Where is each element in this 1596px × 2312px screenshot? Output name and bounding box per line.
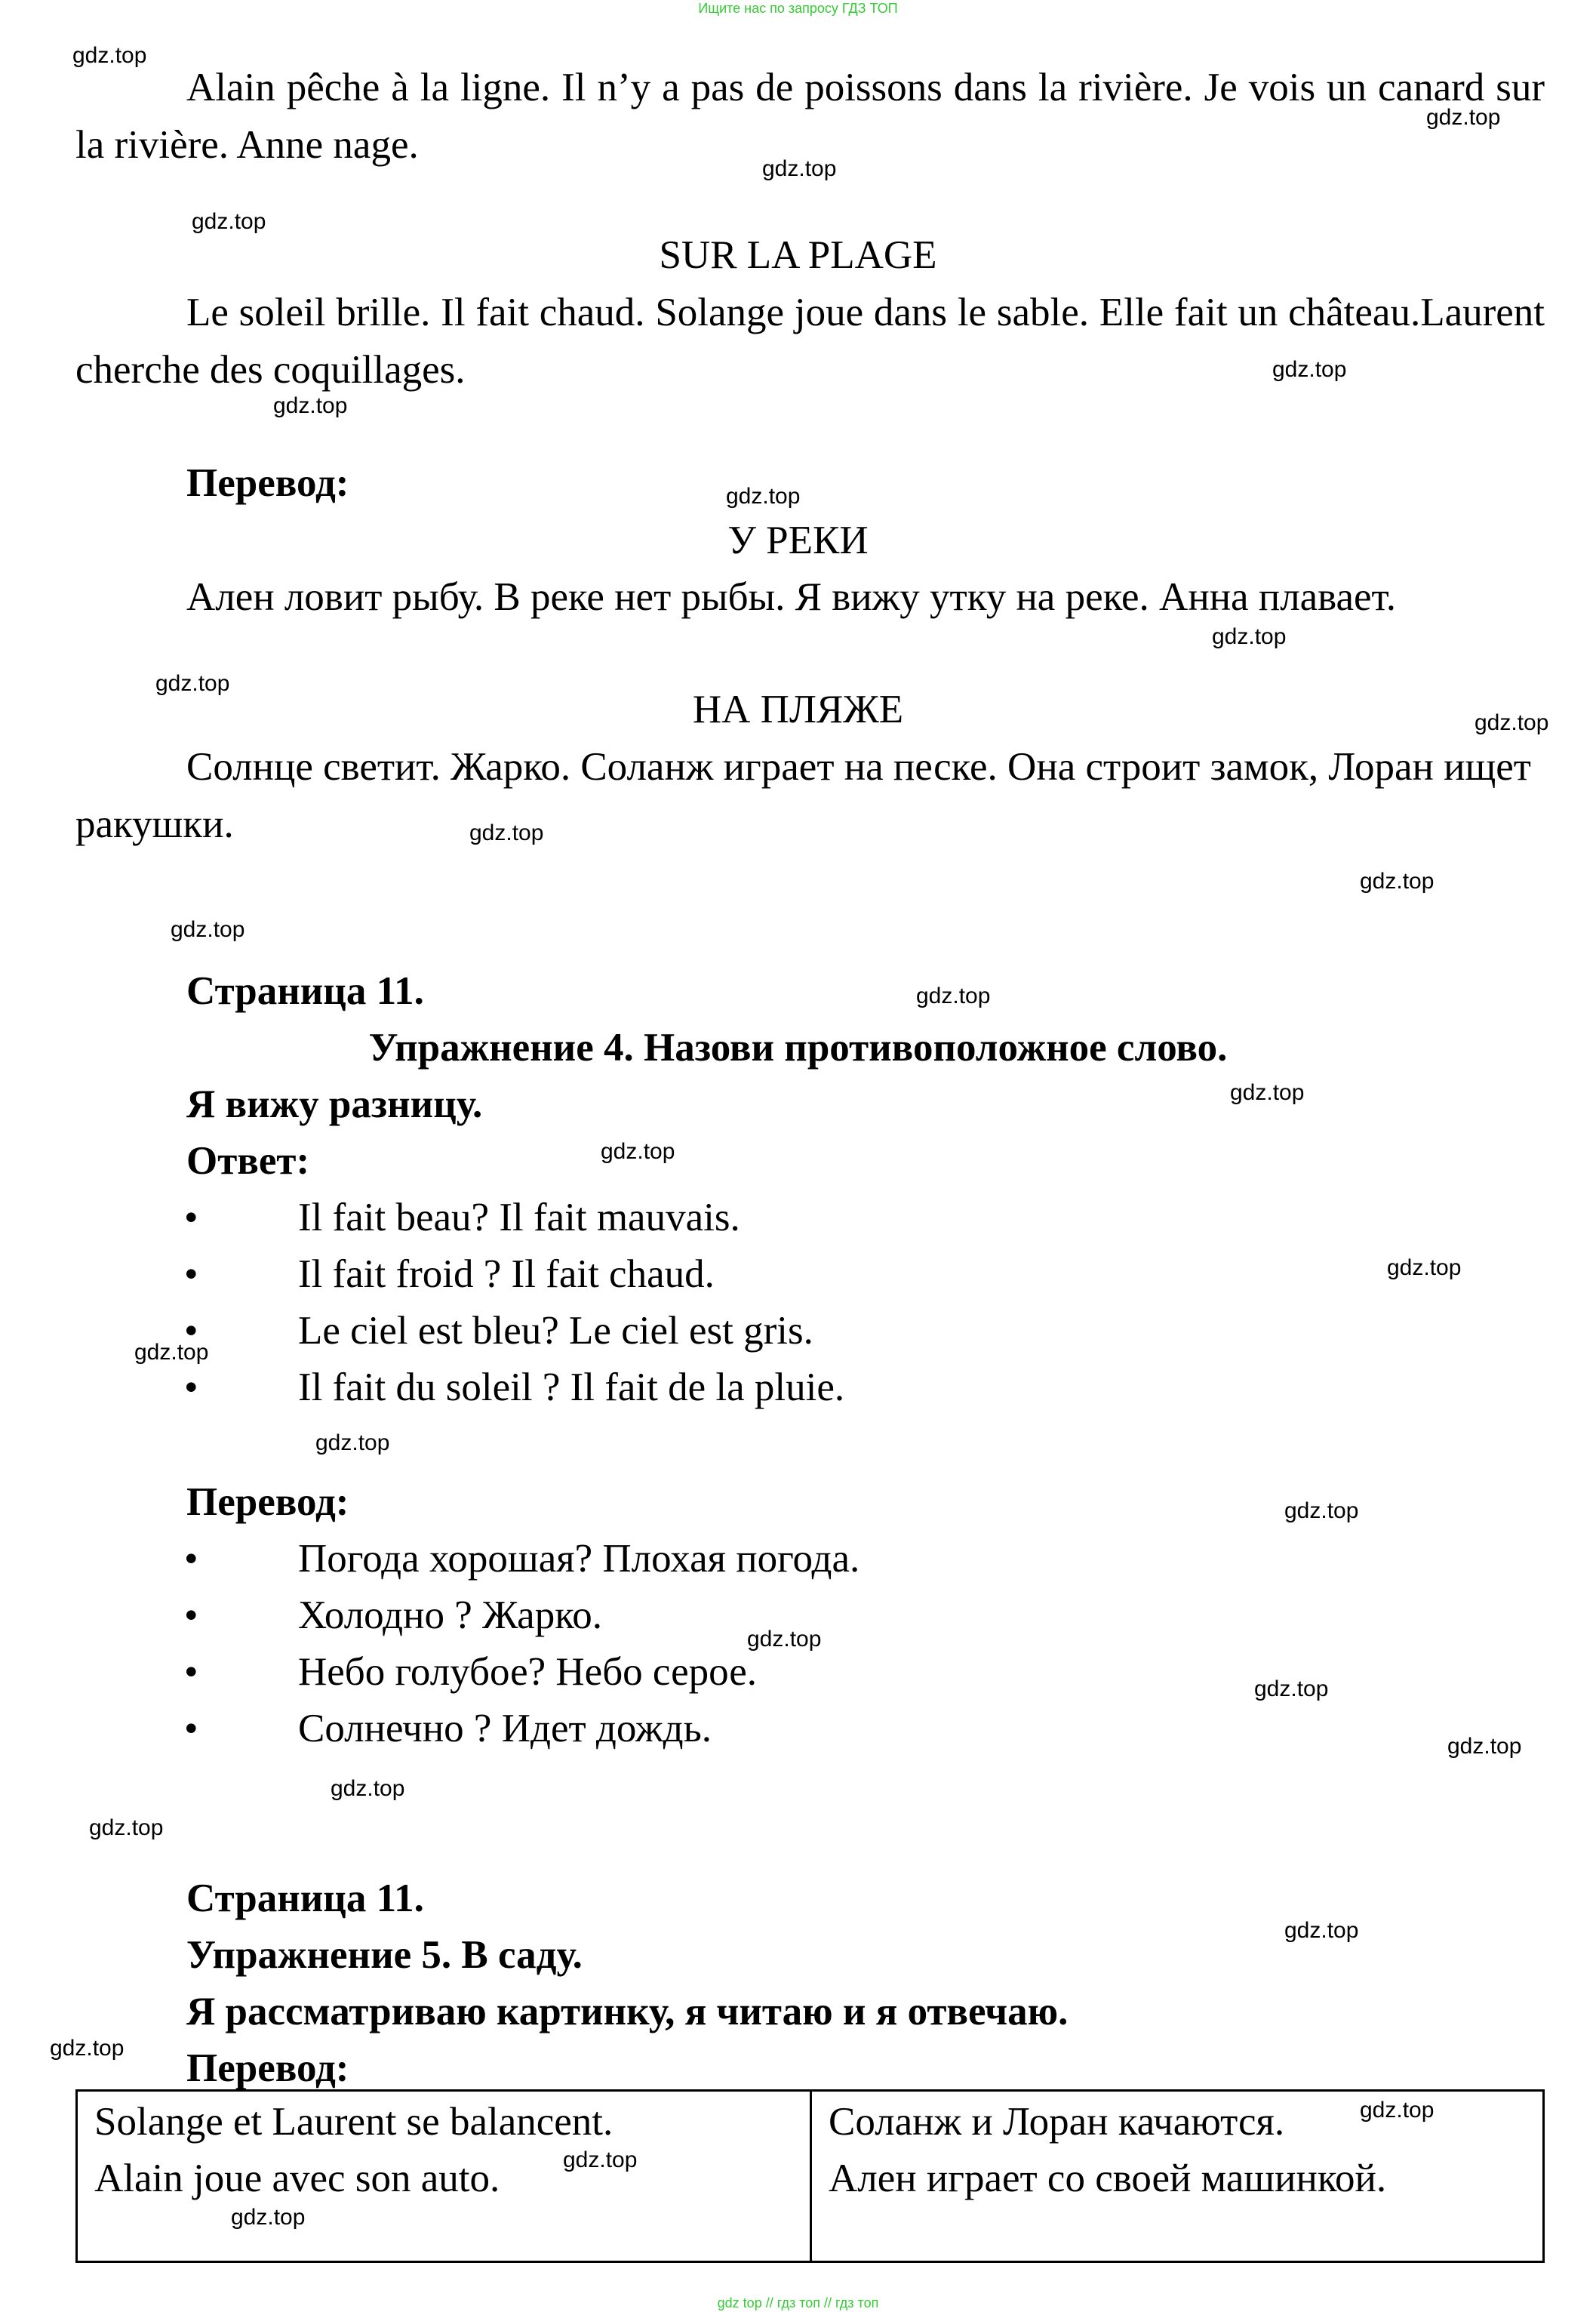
translation-item: Солнечно ? Идет дождь. — [298, 1707, 712, 1750]
bullet: • — [184, 1650, 198, 1694]
watermark: gdz.top — [1426, 105, 1501, 130]
answer-item: Il fait froid ? Il fait chaud. — [298, 1252, 715, 1296]
exercise5-subtitle: Я рассматриваю картинку, я читаю и я отвечаю. — [186, 1990, 1069, 2033]
bullet: • — [184, 1707, 198, 1750]
watermark: gdz.top — [601, 1139, 675, 1164]
watermark: gdz.top — [192, 209, 266, 234]
watermark: gdz.top — [50, 2036, 125, 2061]
watermark: gdz.top — [1360, 869, 1435, 894]
paragraph-plage: Le soleil brille. Il fait chaud. Solange joue dans le sable. Elle fait un château.Laurent cherche des coquillages. — [75, 291, 1545, 392]
heading-sur-la-plage: SUR LA PLAGE — [659, 233, 937, 277]
watermark: gdz.top — [231, 2205, 306, 2230]
watermark: gdz.top — [1284, 1498, 1359, 1523]
heading-na-plyazhe: НА ПЛЯЖЕ — [692, 688, 904, 731]
heading-u-reki: У РЕКИ — [727, 519, 869, 562]
paragraph-na-plyazhe: Солнце светит. Жарко. Соланж играет на песке. Она строит замок, Лоран ищет ракушки. — [75, 745, 1531, 846]
watermark: gdz.top — [1284, 1918, 1359, 1943]
footer-banner[interactable]: gdz top // гдз топ // гдз топ — [717, 2295, 879, 2310]
paragraph-u-reki: Ален ловит рыбу. В реке нет рыбы. Я вижу утку на реке. Анна плавает. — [186, 575, 1396, 619]
watermark: gdz.top — [747, 1627, 822, 1652]
exercise5-translation-label: Перевод: — [186, 2046, 349, 2090]
watermark: gdz.top — [331, 1776, 405, 1801]
answer-item: Il fait beau? Il fait mauvais. — [298, 1196, 740, 1239]
translation-table — [75, 2089, 1545, 2263]
top-banner[interactable]: Ищите нас по запросу ГДЗ ТОП — [698, 1, 898, 16]
bullet: • — [184, 1252, 198, 1296]
bullet: • — [184, 1309, 198, 1353]
watermark: gdz.top — [89, 1815, 164, 1840]
watermark: gdz.top — [155, 671, 230, 696]
table-cell-right: Соланж и Лоран качаются. — [829, 2100, 1285, 2144]
watermark: gdz.top — [1387, 1255, 1462, 1280]
watermark: gdz.top — [563, 2147, 638, 2172]
translation-item: Погода хорошая? Плохая погода. — [298, 1537, 860, 1581]
translation-label: Перевод: — [186, 461, 349, 505]
watermark: gdz.top — [1360, 2098, 1435, 2123]
answer-item: Le ciel est bleu? Le ciel est gris. — [298, 1309, 813, 1353]
translation-item: Небо голубое? Небо серое. — [298, 1650, 758, 1694]
table-cell-left: Alain joue avec son auto. — [94, 2157, 500, 2200]
watermark: gdz.top — [469, 820, 544, 845]
watermark: gdz.top — [1447, 1734, 1522, 1759]
exercise4-title: Упражнение 4. Назови противоположное слово. — [368, 1026, 1228, 1070]
exercise4-subtitle: Я вижу разницу. — [186, 1082, 483, 1126]
exercise5-title: Упражнение 5. В саду. — [186, 1933, 583, 1977]
exercise5-page: Страница 11. — [186, 1876, 424, 1920]
table-divider — [810, 2092, 812, 2261]
answer-item: Il fait du soleil ? Il fait de la pluie. — [298, 1365, 845, 1409]
watermark: gdz.top — [273, 393, 348, 418]
exercise4-answer-label: Ответ: — [186, 1139, 310, 1183]
bullet: • — [184, 1593, 198, 1637]
bullet: • — [184, 1537, 198, 1581]
paragraph-riviere: Alain pêche à la ligne. Il n’y a pas de poissons dans la rivière. Je vois un canard sur la rivière. Anne nage. — [75, 66, 1545, 167]
bullet: • — [184, 1196, 198, 1239]
translation-item: Холодно ? Жарко. — [298, 1593, 603, 1637]
table-cell-right: Ален играет со своей машинкой. — [829, 2157, 1387, 2200]
watermark: gdz.top — [72, 43, 147, 68]
watermark: gdz.top — [1254, 1676, 1329, 1701]
watermark: gdz.top — [1272, 357, 1347, 382]
watermark: gdz.top — [916, 984, 991, 1008]
watermark: gdz.top — [762, 156, 837, 181]
watermark: gdz.top — [1212, 624, 1287, 649]
exercise4-translation-label: Перевод: — [186, 1480, 349, 1524]
watermark: gdz.top — [134, 1340, 209, 1365]
table-cell-left: Solange et Laurent se balancent. — [94, 2100, 613, 2144]
watermark: gdz.top — [171, 917, 245, 942]
watermark: gdz.top — [726, 484, 801, 509]
bullet: • — [184, 1365, 198, 1409]
watermark: gdz.top — [1475, 710, 1549, 735]
exercise4-page: Страница 11. — [186, 969, 424, 1013]
watermark: gdz.top — [315, 1430, 390, 1455]
watermark: gdz.top — [1230, 1080, 1305, 1105]
